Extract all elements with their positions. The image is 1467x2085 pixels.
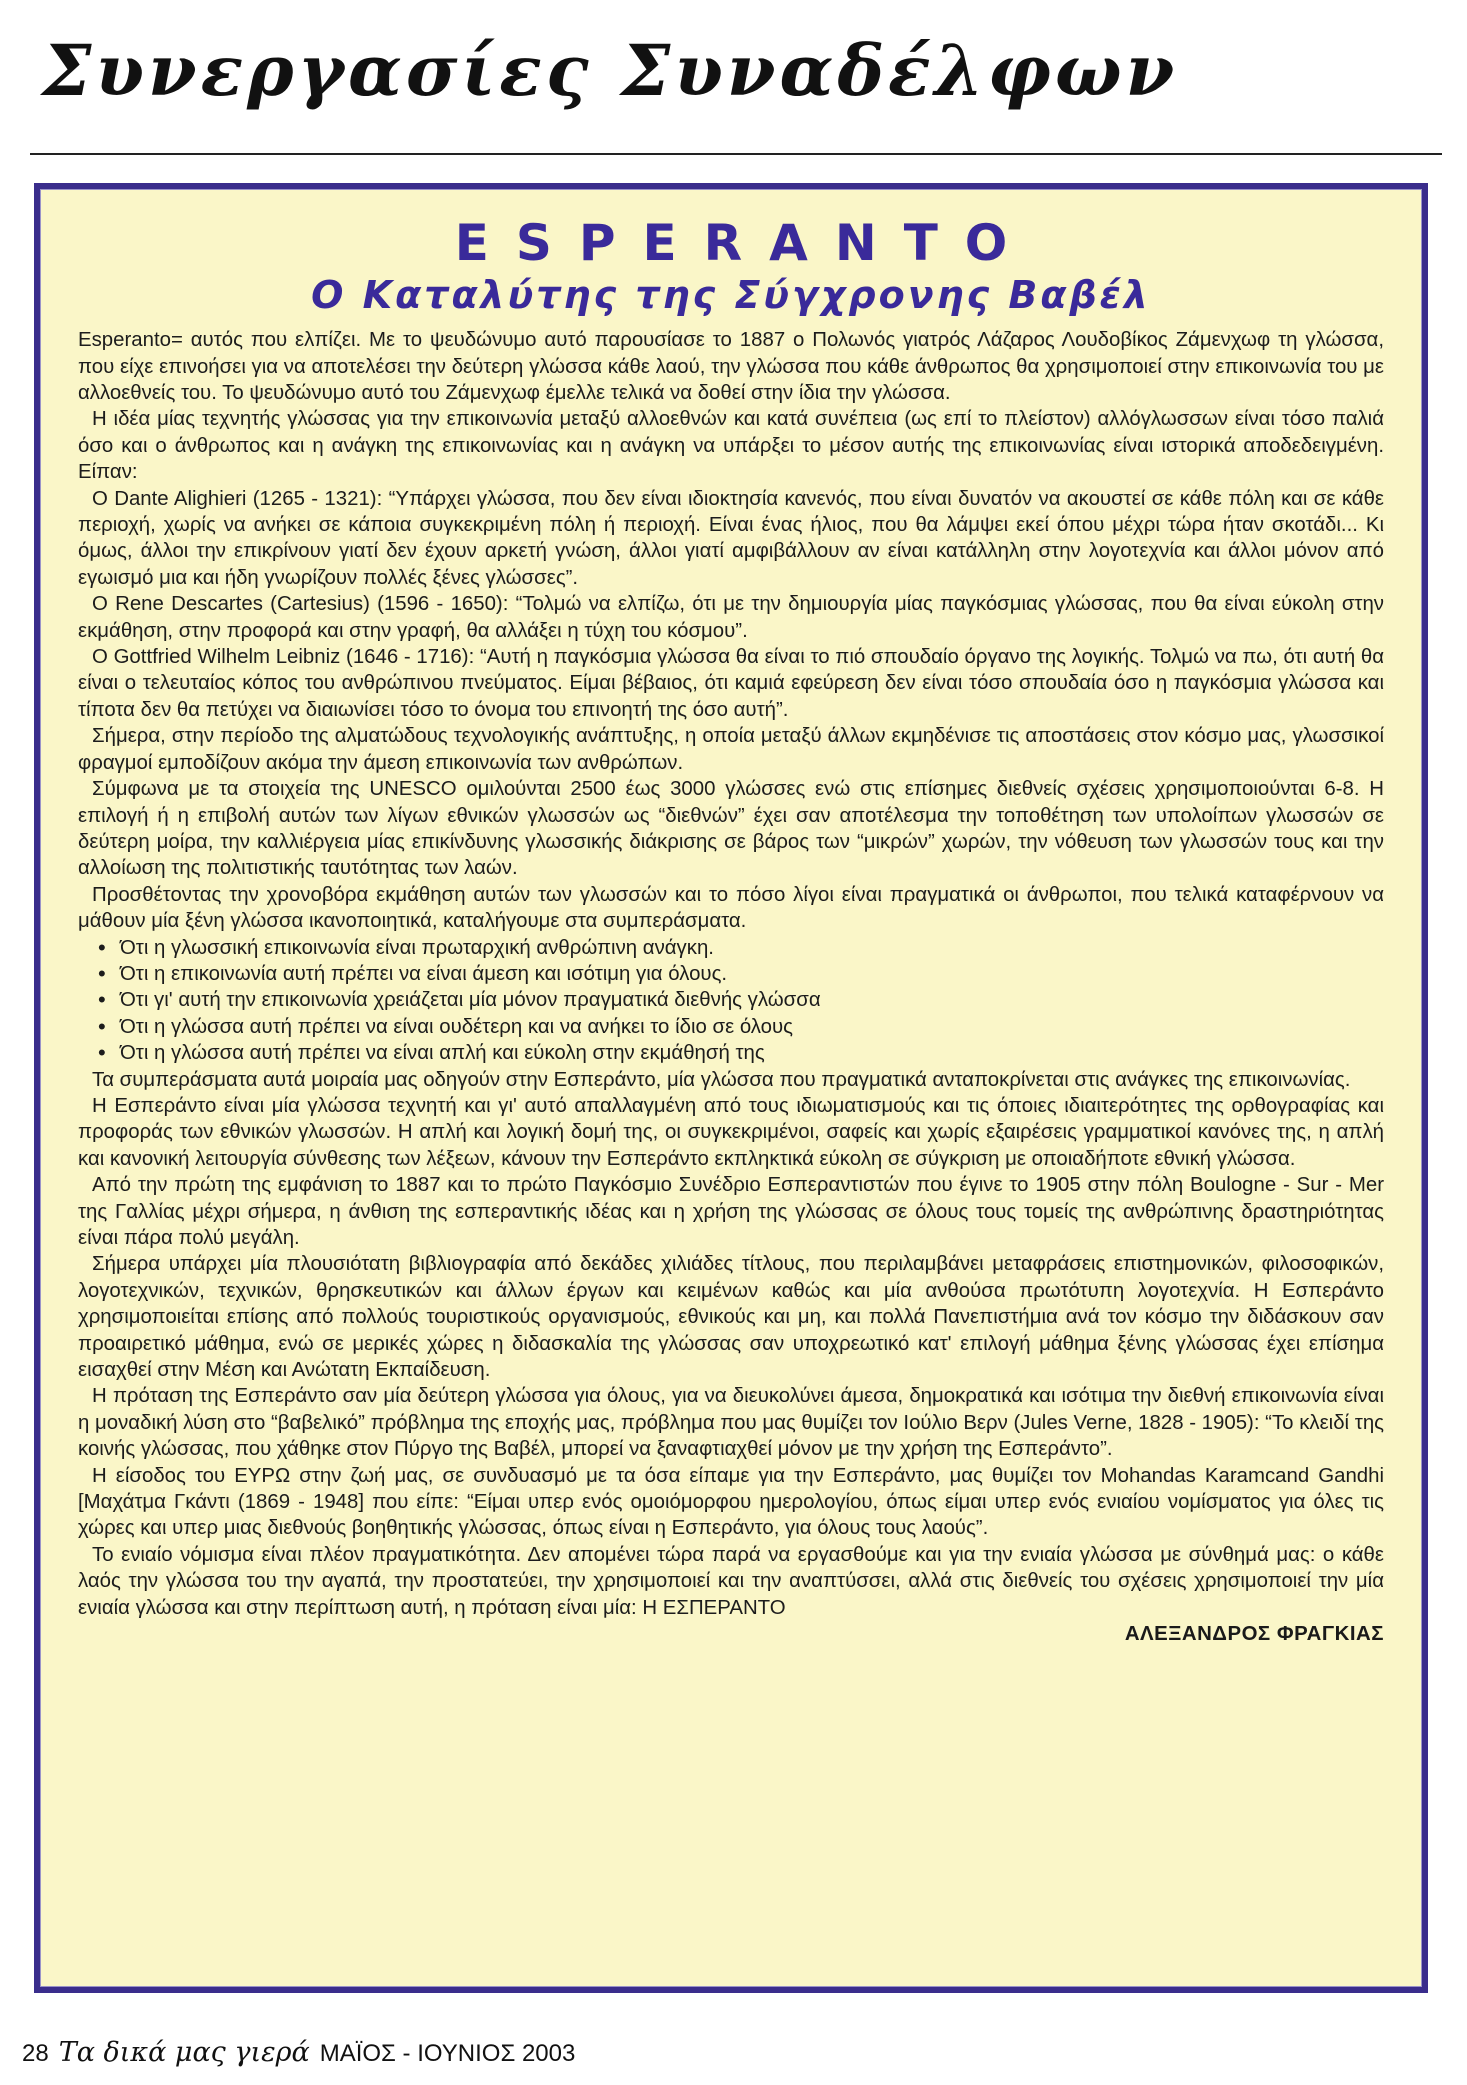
header-divider: [30, 153, 1442, 155]
list-item: • Ότι η επικοινωνία αυτή πρέπει να είναι άμεση και ισότιμη για όλους.: [104, 961, 1384, 987]
paragraph: Τα συμπεράσματα αυτά μοιραία μας οδηγούν στην Εσπεράντο, μία γλώσσα που πραγματικά ανταποκρίνεται στις ανάγκες της επικοινωνίας.: [92, 1068, 1351, 1091]
article-kicker: ESPERANTO: [454, 214, 1035, 272]
list-item: • Ότι η γλώσσα αυτή πρέπει να είναι ουδέτερη και να ανήκει το ίδιο σε όλους: [104, 1014, 1384, 1040]
paragraph: Η ιδέα μίας τεχνητής γλώσσας για την επικοινωνία μεταξύ αλλοεθνών και κατά συνέπεια (ως επί το πλείστον) αλλόγλωσσων είναι τόσο παλιά όσο και ο άνθρωπος και η ανάγκη της επικοινωνίας και η ανάγκη να υπάρξει το μέσον αυτής της επικοινωνίας είναι ιστορικά αποδεδειγμένη. Είπαν:: [78, 408, 1384, 484]
paragraph: Σήμερα υπάρχει μία πλουσιότατη βιβλιογραφία από δεκάδες χιλιάδες τίτλους, που περιλαμβάνει μεταφράσεις επιστημονικών, φιλοσοφικών, λογοτεχνικών, τεχνικών, θρησκευτικών και άλλων έργων και κειμένων καθώς και μία ανθούσα πρωτότυπη λογοτεχνία. Η Εσπεράντο χρησιμοποιείται επίσης από πολλούς τουριστικούς οργανισμούς, εθνικούς και μη, και πολλά Πανεπιστήμια ανά τον κόσμο την διδάσκουν σαν προαιρετικό μάθημα, ενώ σε μερικές χώρες η διδασκαλία της γλώσσας σαν υποχρεωτικό κατ' επιλογή μάθημα ξένης γλώσσας έχει επίσημα εισαχθεί στην Μέση και Ανώτατη Εκπαίδευση.: [78, 1253, 1384, 1382]
page-number: 28: [22, 2040, 49, 2067]
page-footer: [22, 2037, 575, 2068]
paragraph: Η Εσπεράντο είναι μία γλώσσα τεχνητή και γι' αυτό απαλλαγμένη από τους ιδιωματισμούς και τις όποιες ιδιαιτερότητες της ορθογραφίας και προφοράς των εθνικών γλωσσών. Η απλή και λογική δομή της, οι συγκεκριμένοι, σαφείς και χωρίς εξαιρέσεις γραμματικοί κανόνες της, η απλή και κανονική λειτουργία σύνθεσης των λέξεων, κάνουν την Εσπεράντο εκπληκτικά εύκολη σε σύγκριση με οποιαδήποτε εθνική γλώσσα.: [78, 1094, 1384, 1170]
article-content: [78, 214, 1384, 1967]
paragraph: Ο Rene Descartes (Cartesius) (1596 - 1650): “Τολμώ να ελπίζω, ότι με την δημιουργία μίας παγκόσμιας γλώσσας, που θα είναι εύκολη στην εκμάθηση, στην προφορά και στην γραφή, θα αλλάξει η τύχη του κόσμου”.: [78, 593, 1384, 642]
author-signature: ΑΛΕΞΑΝΔΡΟΣ ΦΡΑΓΚΙΑΣ: [1124, 1623, 1384, 1646]
article-box: [34, 183, 1428, 1993]
article-title: Ο Καταλύτης της Σύγχρονης Βαβέλ: [311, 272, 1151, 317]
paragraph: Σήμερα, στην περίοδο της αλματώδους τεχνολογικής ανάπτυξης, η οποία μεταξύ άλλων εκμηδένισε τις αποστάσεις στον κόσμο μας, γλωσσικοί φραγμοί εμποδίζουν ακόμα την άμεση επικοινωνία των ανθρώπων.: [78, 725, 1384, 774]
paragraph: Ο Dante Alighieri (1265 - 1321): “Υπάρχει γλώσσα, που δεν είναι ιδιοκτησία κανενός, που είναι δυνατόν να ακουστεί σε κάθε πόλη και σε κάθε περιοχή, χωρίς να ανήκει σε κάποια συγκεκριμένη πόλη ή περιοχή. Είναι ένας ήλιος, που θα λάμψει εκεί όπου μέχρι τώρα ήταν σκοτάδι... Κι όμως, άλλοι την επικρίνουν γιατί δεν έχουν αρκετή γνώση, άλλοι γιατί αμφιβάλλουν αν είναι κατάλληλη στην λογοτεχνία και άλλοι μόνον από εγωισμό μια και ήδη γνωρίζουν πολλές ξένες γλώσσες”.: [78, 487, 1384, 589]
paragraph: Το ενιαίο νόμισμα είναι πλέον πραγματικότητα. Δεν απομένει τώρα παρά να εργασθούμε και για την ενιαία γλώσσα με σύνθημά μας: ο κάθε λαός την γλώσσα του την αγαπά, την προστατεύει, την χρησιμοποιεί και την αναπτύσσει, αλλά στις διεθνείς του σχέσεις χρησιμοποιεί την μία ενιαία γλώσσα και στην περίπτωση αυτή, η πρόταση είναι μία: Η ΕΣΠΕΡΑΝΤΟ: [78, 1543, 1384, 1619]
list-item: • Ότι η γλώσσα αυτή πρέπει να είναι απλή και εύκολη στην εκμάθησή της: [104, 1040, 1384, 1066]
issue-date: ΜΑΪΟΣ - ΙΟΥΝΙΟΣ 2003: [319, 2040, 576, 2067]
paragraph: Ο Gottfried Wilhelm Leibniz (1646 - 1716): “Αυτή η παγκόσμια γλώσσα θα είναι το πιό σπουδαίο όργανο της λογικής. Τολμώ να πω, ότι αυτή θα είναι ο τελευταίος κόπος του ανθρώπινου πνεύματος. Είμαι βέβαιος, ότι καμιά εφεύρεση δεν είναι τόσο σπουδαία όσο η παγκόσμια γλώσσα και τίποτα δεν θα πετύχει να διαιωνίσει τόσο το όνομα του επινοητή της όσο αυτή”.: [78, 646, 1384, 721]
paragraph: Η είσοδος του ΕΥΡΩ στην ζωή μας, σε συνδυασμό με τα όσα είπαμε για την Εσπεράντο, μας θυμίζει τον Mohandas Karamcand Gandhi [Μαχάτμα Γκάντι (1869 - 1948] που είπε: “Είμαι υπερ ενός ομοιόμορφου ημερολογίου, όπως είμαι υπερ ενός ενιαίου νομίσματος για όλες τις χώρες και υπερ μιας διεθνούς βοηθητικής γλώσσας, όπως είναι η Εσπεράντο, για όλους τους λαούς”.: [78, 1464, 1384, 1540]
list-item: • Ότι η γλωσσική επικοινωνία είναι πρωταρχική ανθρώπινη ανάγκη.: [104, 935, 1384, 961]
paragraph: Η πρόταση της Εσπεράντο σαν μία δεύτερη γλώσσα για όλους, για να διευκολύνει άμεσα, δημοκρατικά και ισότιμα την διεθνή επικοινωνία είναι η μοναδική λύση στο “βαβελικό” πρόβλημα της εποχής μας, πρόβλημα που μας θυμίζει τον Ιούλιο Βερν (Jules Verne, 1828 - 1905): “Το κλειδί της κοινής γλώσσας, που χάθηκε στον Πύργο της Βαβέλ, μπορεί να ξαναφτιαχθεί μόνον με την χρήση της Εσπεράντο”.: [78, 1385, 1384, 1461]
list-item: • Ότι γι' αυτή την επικοινωνία χρειάζεται μία μόνον πραγματικά διεθνής γλώσσα: [104, 987, 1384, 1013]
paragraph: Από την πρώτη της εμφάνιση το 1887 και το πρώτο Παγκόσμιο Συνέδριο Εσπεραντιστών που έγινε το 1905 στην πόλη Boulogne - Sur - Mer της Γαλλίας μέχρι σήμερα, η άνθιση της εσπεραντικής ιδέας και η χρήση της γλώσσας σε όλους τους τομείς της ανθρώπινης δραστηριότητας είναι πάρα πολύ μεγάλη.: [78, 1174, 1384, 1249]
article-body: [78, 327, 1384, 1621]
paragraph: Σύμφωνα με τα στοιχεία της UNESCO ομιλούνται 2500 έως 3000 γλώσσες ενώ στις επίσημες διεθνείς σχέσεις χρησιμοποιούνται 6-8. Η επιλογή ή η επιβολή αυτών των λίγων εθνικών γλωσσών ως “διεθνών” έχει σαν αποτέλεσμα την τοποθέτηση των υπολοίπων γλωσσών σε δεύτερη μοίρα, την καλλιέργεια μίας επικίνδυνης γλωσσικής διάκρισης σε βάρος των “μικρών” χωρών, την νόθευση των γλωσσών τους και την αλλοίωση της πολιτιστικής ταυτότητας των λαών.: [78, 778, 1384, 880]
paragraph: Esperanto= αυτός που ελπίζει. Με το ψευδώνυμο αυτό παρουσίασε το 1887 ο Πολωνός γιατρός Λάζαρος Λουδοβίκος Ζάμενχωφ τη γλώσσα, που είχε επινοήσει για να αποτελέσει την δεύτερη γλώσσα κάθε λαού, την γλώσσα που κάθε άνθρωπος θα χρησιμοποιεί στην επικοινωνία του με αλλοεθνείς του. Το ψευδώνυμο αυτό του Ζάμενχωφ έμελλε τελικά να δοθεί στην ίδια την γλώσσα.: [78, 329, 1384, 404]
conclusions-list: [78, 935, 1384, 1067]
paragraph: Προσθέτοντας την χρονοβόρα εκμάθηση αυτών των γλωσσών και το πόσο λίγοι είναι πραγματικά οι άνθρωποι, που τελικά καταφέρνουν να μάθουν μία ξένη γλώσσα ικανοποιητικά, καταλήγουμε στα συμπεράσματα.: [78, 883, 1384, 933]
magazine-name: Τα δικά μας γιερά: [58, 2037, 310, 2068]
section-title: Συνεργασίες Συναδέλφων: [42, 29, 1179, 112]
